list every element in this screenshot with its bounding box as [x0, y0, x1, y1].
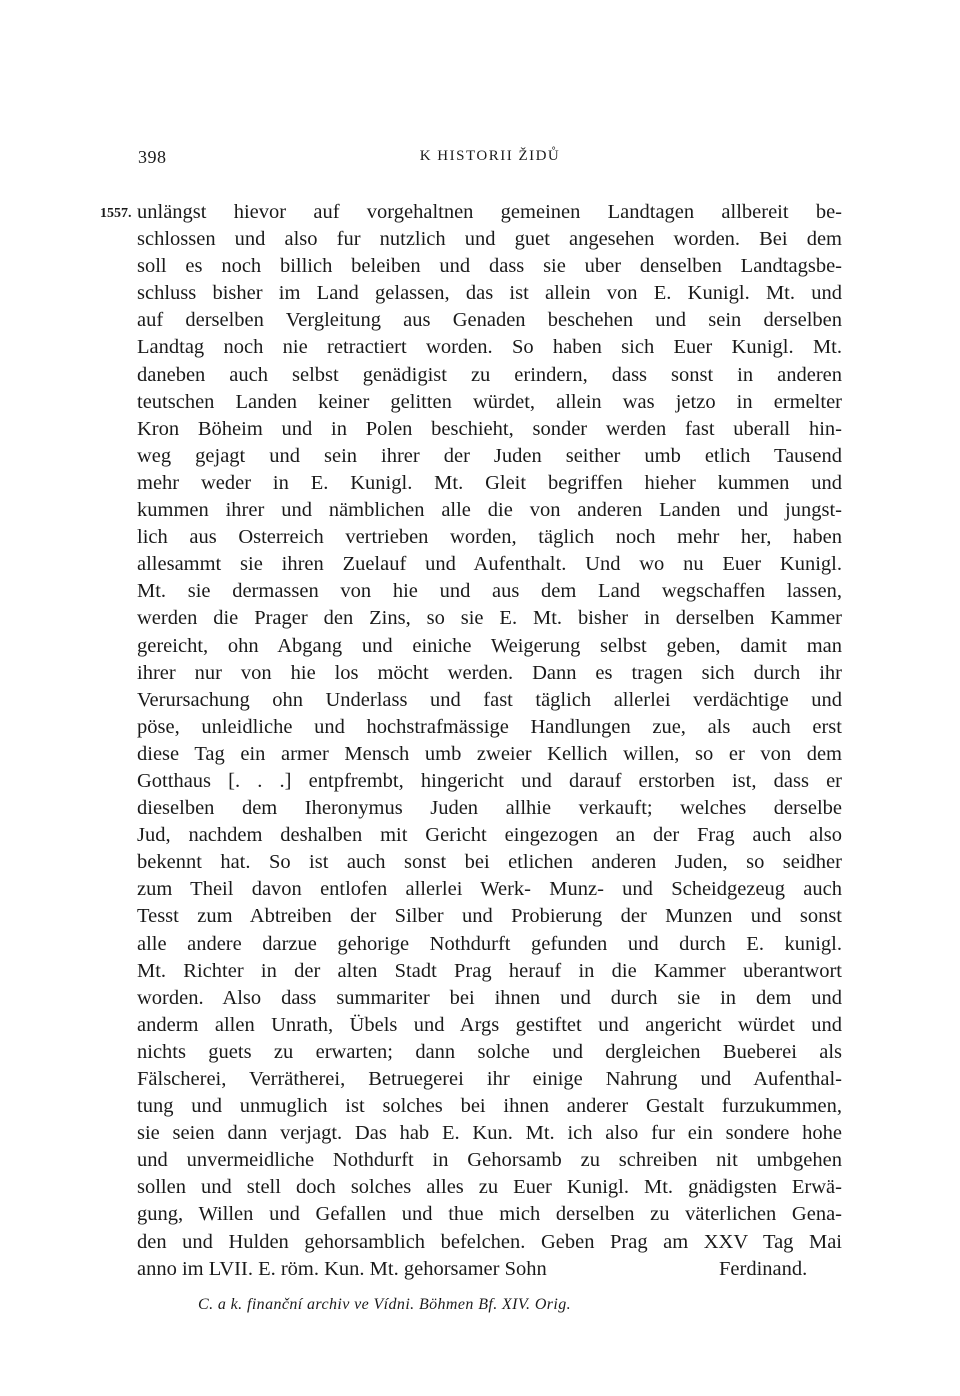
text-line: pöse, unleidliche und hochstrafmässige Handlungen zue, als auch erst	[137, 715, 842, 738]
text-line: gereicht, ohn Abgang und einiche Weigerung selbst geben, damit man	[137, 634, 842, 657]
source-note: C. a k. finanční archiv ve Vídni. Böhmen Bf. XIV. Orig.	[198, 1296, 572, 1313]
text-line: gung, Willen und Gefallen und thue mich derselben zu väterlichen Gena-	[137, 1203, 842, 1226]
text-line: den und Hulden gehorsamblich befelchen. Geben Prag am XXV Tag Mai	[137, 1230, 842, 1253]
text-line: daneben auch selbst genädigist zu erindern, dass sonst in anderen	[137, 363, 842, 386]
text-line: unlängst hievor auf vorgehaltnen gemeinen Landtagen allbereit be-	[137, 201, 842, 223]
text-line: Landtag noch nie retractiert worden. So haben sich Euer Kunigl. Mt.	[137, 336, 842, 359]
text-line: tung und unmuglich ist solches bei ihnen anderer Gestalt furzukummen,	[137, 1095, 842, 1118]
text-line: und unvermeidliche Nothdurft in Gehorsamb zu schreiben nit umbgehen	[137, 1149, 842, 1172]
text-line: Mt. Richter in der alten Stadt Prag herauf in die Kammer uberantwort	[137, 959, 842, 982]
text-line: Fälscherei, Verrätherei, Betruegerei ihr einige Nahrung und Aufenthal-	[137, 1068, 842, 1090]
text-line: mehr weder in E. Kunigl. Mt. Gleit begriffen hieher kummen und	[137, 471, 842, 494]
text-line: Tesst zum Abtreiben der Silber und Probierung der Munzen und sonst	[137, 905, 842, 928]
text-line: worden. Also dass summariter bei ihnen und durch sie in dem und	[137, 986, 842, 1009]
text-line: sie seien dann verjagt. Das hab E. Kun. Mt. ich also fur ein sondere hohe	[137, 1122, 842, 1145]
closing-line	[137, 1256, 842, 1283]
text-line: bekennt hat. So ist auch sonst bei etlichen anderen Juden, so seidher	[137, 851, 842, 874]
signature: Ferdinand.	[719, 1257, 808, 1280]
text-line: soll es noch billich beleiben und dass sie uber denselben Landtagsbe-	[137, 255, 842, 278]
text-line: teutschen Landen keiner gelitten würdet, allein was jetzo in ermelter	[137, 390, 842, 413]
text-line: schluss bisher im Land gelassen, das ist allein von E. Kunigl. Mt. und	[137, 282, 842, 305]
text-line: Jud, nachdem deshalben mit Gericht eingezogen an der Frag auch also	[137, 824, 842, 847]
margin-year: 1557.	[100, 206, 132, 221]
page-number: 398	[138, 147, 167, 167]
text-line: diese Tag ein armer Mensch umb zweier Kellich willen, so er von dem	[137, 742, 842, 765]
text-line: schlossen und also fur nutzlich und guet angesehen worden. Bei dem	[137, 228, 842, 251]
text-line: weg gejagt und sein ihrer der Juden seither umb etlich Tausend	[137, 444, 842, 467]
text-line: auf derselben Vergleitung aus Genaden beschehen und sein derselben	[137, 309, 842, 332]
body-text	[137, 199, 842, 1283]
closing-text: anno im LVII. E. röm. Kun. Mt. gehorsamer Sohn	[137, 1257, 547, 1280]
running-title: K HISTORII ŽIDŮ	[419, 148, 561, 164]
text-line: allesammt sie ihren Zuelauf und Aufenthalt. Und wo nu Euer Kunigl.	[137, 553, 842, 576]
text-line: werden die Prager den Zins, so sie E. Mt. bisher in derselben Kammer	[137, 607, 842, 630]
text-line: alle andere darzue gehorige Nothdurft gefunden und durch E. kunigl.	[137, 932, 842, 955]
text-line: Gotthaus [. . .] entpfrembt, hingericht und darauf erstorben ist, dass er	[137, 769, 842, 792]
text-line: Kron Böheim und in Polen beschieht, sonder werden fast uberall hin-	[137, 417, 842, 440]
text-line: Mt. sie dermassen von hie und aus dem Land wegschaffen lassen,	[137, 580, 842, 603]
text-line: Verursachung ohn Underlass und fast täglich allerlei verdächtige und	[137, 688, 842, 711]
text-line: sollen und stell doch solches alles zu Euer Kunigl. Mt. gnädigsten Erwä-	[137, 1176, 842, 1199]
text-line: nichts guets zu erwarten; dann solche und dergleichen Bueberei als	[137, 1040, 842, 1063]
text-line: kummen ihrer und nämblichen alle die von anderen Landen und jungst-	[137, 499, 842, 522]
text-line: ihrer nur von hie los möcht werden. Dann es tragen sich durch ihr	[137, 661, 842, 684]
running-head	[138, 147, 842, 171]
text-line: zum Theil davon entlofen allerlei Werk- Munz- und Scheidgezeug auch	[137, 878, 842, 901]
text-line: dieselben dem Iheronymus Juden allhie verkauft; welches derselbe	[137, 797, 842, 820]
text-line: lich aus Osterreich vertrieben worden, täglich noch mehr her, haben	[137, 526, 842, 549]
text-line: anderm allen Unrath, Übels und Args gestiftet und angericht würdet und	[137, 1013, 842, 1036]
